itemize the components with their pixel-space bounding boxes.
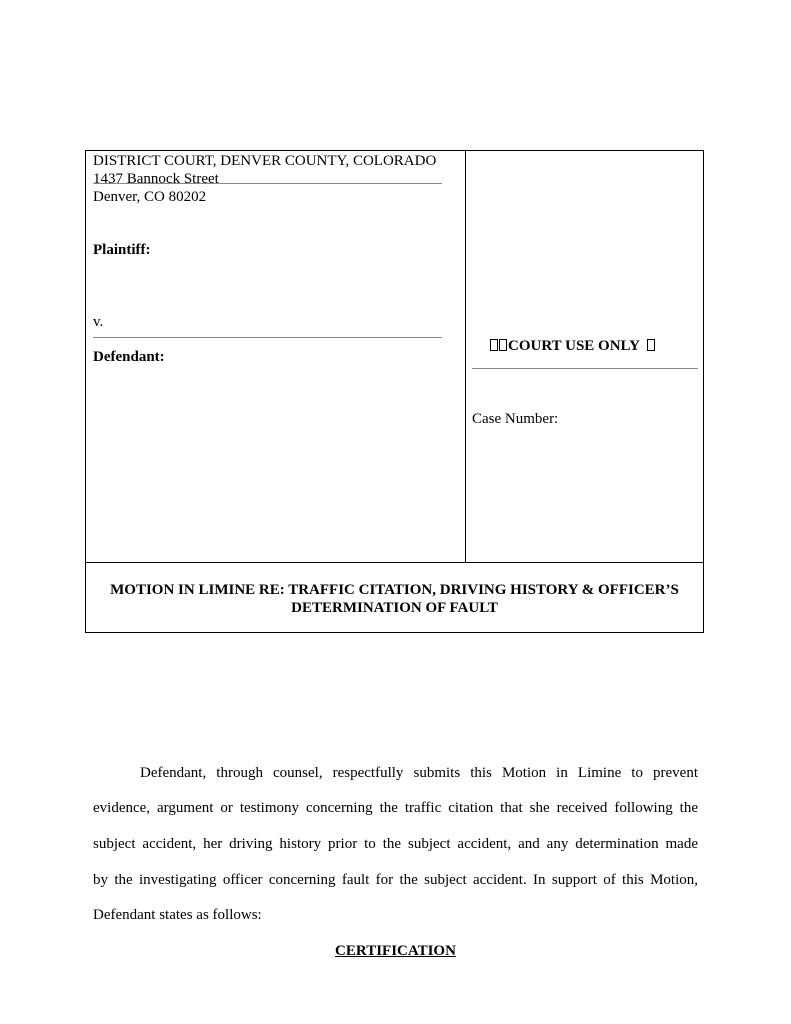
parties-rule xyxy=(93,337,442,338)
body-paragraph-line: by the investigating officer concerning fault for the subject accident. In support of this Motion, xyxy=(93,872,698,888)
court-address-city: Denver, CO 80202 xyxy=(93,189,207,205)
body-paragraph-line: subject accident, her driving history prior to the subject accident, and any determination made xyxy=(93,836,698,852)
court-use-only-label xyxy=(490,337,656,355)
versus-text: v. xyxy=(93,314,104,330)
court-use-rule xyxy=(472,368,698,369)
court-use-only-text: COURT USE ONLY xyxy=(508,338,640,354)
case-caption-box xyxy=(85,150,704,633)
motion-title-line1: MOTION IN LIMINE RE: TRAFFIC CITATION, DRIVING HISTORY & OFFICER’S xyxy=(110,582,679,598)
address-rule xyxy=(93,183,442,184)
caption-parties-column xyxy=(86,151,466,562)
motion-title-row xyxy=(86,562,703,632)
section-heading: CERTIFICATION xyxy=(335,943,456,959)
caption-court-use-column xyxy=(466,151,703,562)
defendant-label: Defendant: xyxy=(93,349,165,365)
box-glyph-icon xyxy=(499,339,507,351)
case-number-label: Case Number: xyxy=(472,411,559,427)
court-name: DISTRICT COURT, DENVER COUNTY, COLORADO xyxy=(93,153,437,169)
box-glyph-icon xyxy=(647,339,655,351)
body-paragraph-line: Defendant, through counsel, respectfully submits this Motion in Limine to prevent xyxy=(140,765,698,781)
body-paragraph-line: evidence, argument or testimony concerning the traffic citation that she received following the xyxy=(93,800,698,816)
motion-title xyxy=(86,581,703,617)
motion-title-line2: DETERMINATION OF FAULT xyxy=(291,600,498,616)
plaintiff-label: Plaintiff: xyxy=(93,242,151,258)
box-glyph-icon xyxy=(490,339,498,351)
court-address-street: 1437 Bannock Street xyxy=(93,171,219,187)
body-paragraph-last-line: Defendant states as follows: xyxy=(93,907,262,923)
